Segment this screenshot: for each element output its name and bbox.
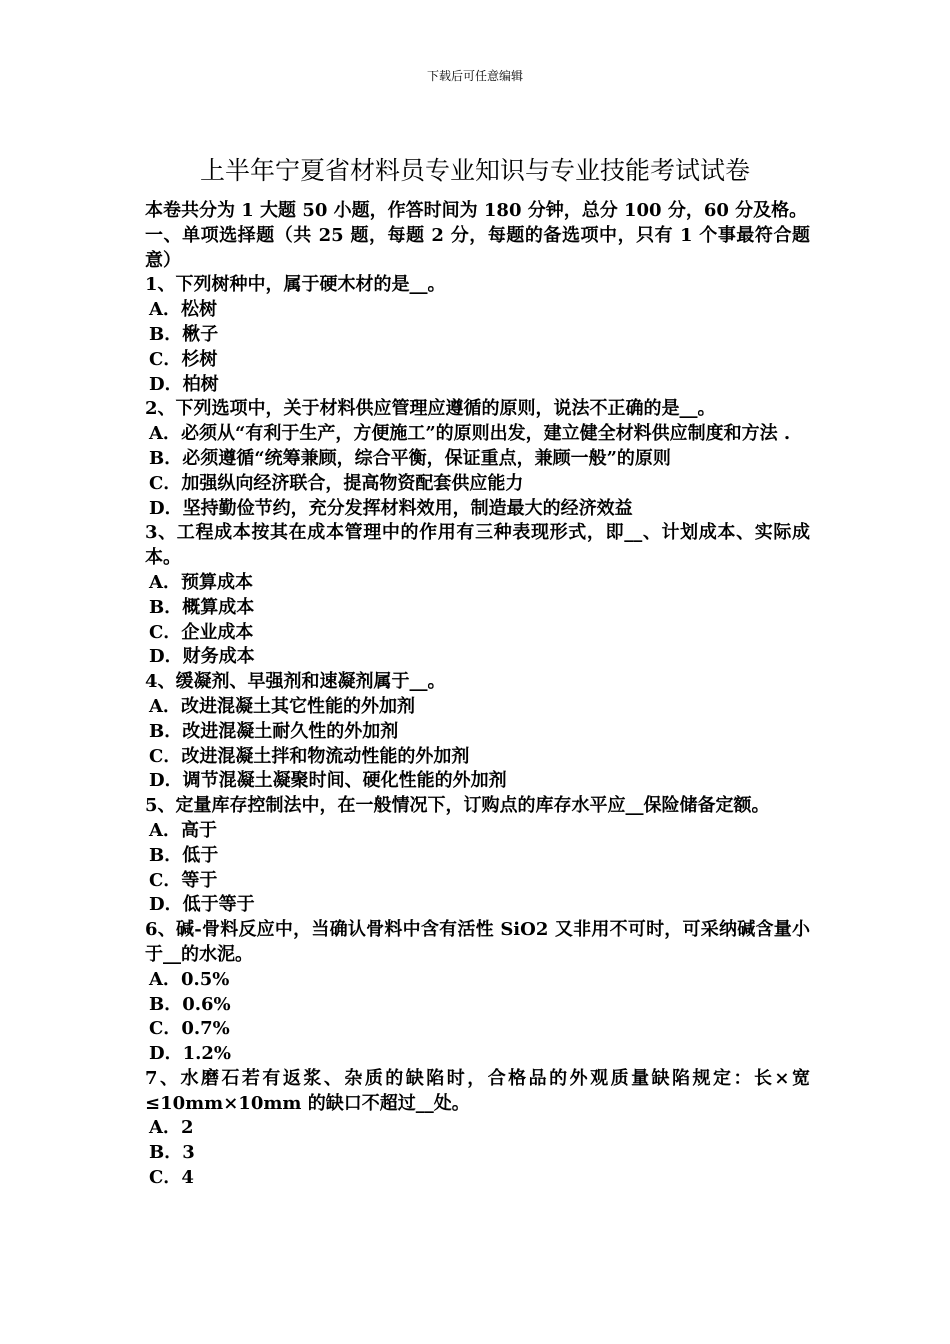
- question-4: [145, 670, 810, 794]
- option-a: A．必须从“有利于生产，方便施工”的原则出发，建立健全材料供应制度和方法 .: [149, 423, 791, 445]
- option-a: A．高于: [149, 819, 217, 841]
- question-stem: 5、定量库存控制法中，在一般情况下，订购点的库存水平应__保险储备定额。: [145, 795, 770, 817]
- option-d: D．1.2%: [149, 1043, 232, 1065]
- question-stem: 2、下列选项中，关于材料供应管理应遵循的原则，说法不正确的是__。: [145, 398, 716, 420]
- option-b: B．改进混凝土耐久性的外加剂: [149, 720, 399, 742]
- question-2: [145, 397, 810, 521]
- option-c: C．加强纵向经济联合，提高物资配套供应能力: [149, 472, 524, 494]
- question-1: [145, 273, 810, 397]
- question-7: [145, 1067, 810, 1191]
- option-d: D．低于等于: [149, 894, 255, 916]
- option-d: D．柏树: [149, 373, 219, 395]
- option-c: C．企业成本: [149, 621, 254, 643]
- header-note: 下载后可任意编辑: [426, 69, 523, 83]
- option-a: A．0.5%: [149, 968, 230, 990]
- section-heading: 一、单项选择题（共 25 题，每题 2 分，每题的备选项中，只有 1 个事最符合题意）: [145, 224, 810, 271]
- option-d: D．调节混凝土凝聚时间、硬化性能的外加剂: [149, 770, 507, 792]
- question-stem: 3、工程成本按其在成本管理中的作用有三种表现形式，即__、计划成本、实际成本。: [145, 522, 810, 569]
- option-c: C．改进混凝土拌和物流动性能的外加剂: [149, 745, 470, 767]
- exam-body: [145, 199, 810, 1191]
- question-6: [145, 918, 810, 1067]
- option-d: D．坚持勤俭节约，充分发挥材料效用，制造最大的经济效益: [149, 497, 633, 519]
- option-a: A．2: [149, 1117, 194, 1139]
- option-b: B．低于: [149, 844, 219, 866]
- option-c: C．杉树: [149, 348, 218, 370]
- option-a: A．改进混凝土其它性能的外加剂: [149, 695, 415, 717]
- question-3: [145, 521, 810, 670]
- question-stem: 7、水磨石若有返浆、杂质的缺陷时，合格品的外观质量缺陷规定：长×宽≤10mm×10mm 的缺口不超过__处。: [145, 1067, 810, 1114]
- option-c: C．0.7%: [149, 1018, 230, 1040]
- option-b: B．必须遵循“统筹兼顾，综合平衡，保证重点，兼顾一般”的原则: [149, 447, 671, 469]
- question-stem: 4、缓凝剂、早强剂和速凝剂属于__。: [145, 671, 446, 693]
- option-a: A．松树: [149, 299, 217, 321]
- option-b: B．3: [149, 1142, 195, 1164]
- option-b: B．0.6%: [149, 993, 231, 1015]
- option-d: D．财务成本: [149, 646, 255, 668]
- option-c: C．等于: [149, 869, 218, 891]
- question-5: [145, 794, 810, 918]
- option-b: B．概算成本: [149, 596, 255, 618]
- question-stem: 1、下列树种中，属于硬木材的是__。: [145, 274, 446, 296]
- exam-intro: 本卷共分为 1 大题 50 小题，作答时间为 180 分钟，总分 100 分，60 分及格。: [145, 200, 808, 221]
- option-a: A．预算成本: [149, 571, 253, 593]
- question-stem: 6、碱-骨料反应中，当确认骨料中含有活性 SiO2 又非用不可时，可采纳碱含量小于__的水泥。: [145, 919, 810, 965]
- option-c: C．4: [149, 1167, 194, 1189]
- page-title: 上半年宁夏省材料员专业知识与专业技能考试试卷: [199, 156, 750, 185]
- option-b: B．楸子: [149, 323, 219, 345]
